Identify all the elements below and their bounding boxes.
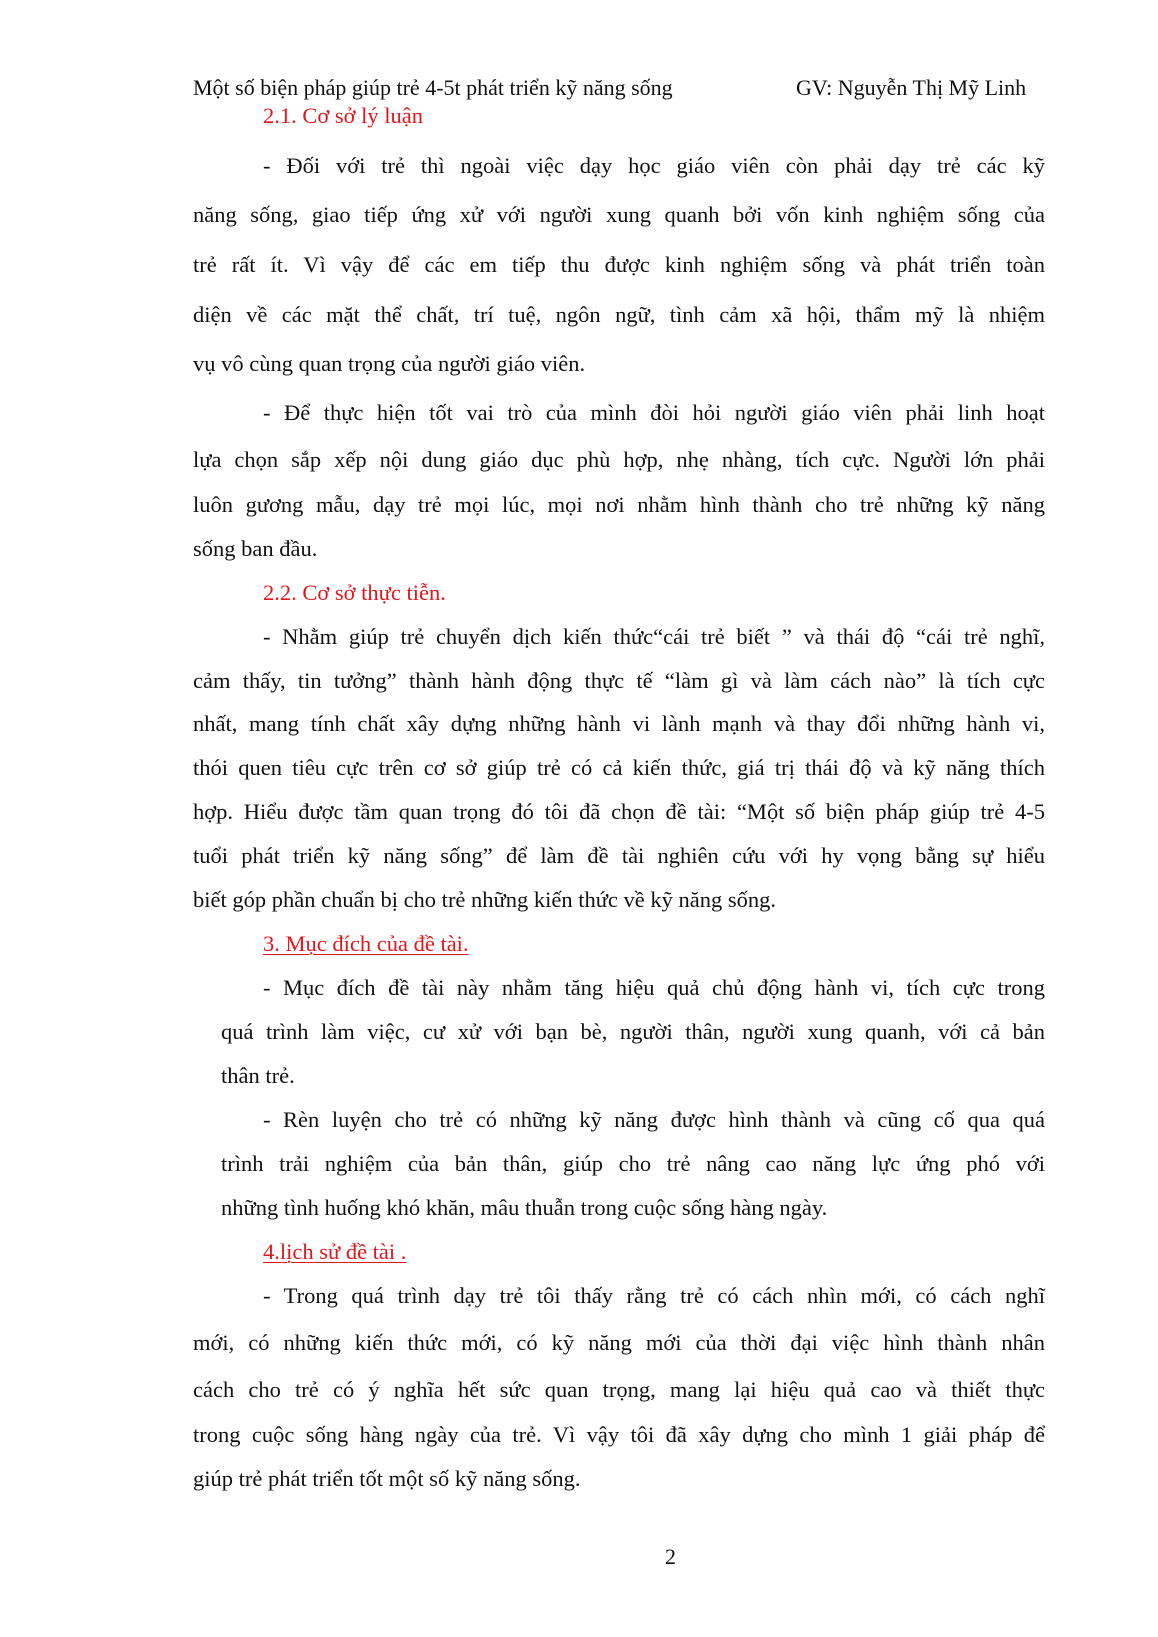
- paragraph-line: tuổi phát triển kỹ năng sống” để làm đề tài nghiên cứu với hy vọng bằng sự hiểu: [193, 843, 1045, 868]
- paragraph-line: - Nhằm giúp trẻ chuyển dịch kiến thức“cái trẻ biết ” và thái độ “cái trẻ nghĩ,: [263, 624, 1045, 649]
- paragraph-line: luôn gương mẫu, dạy trẻ mọi lúc, mọi nơi nhằm hình thành cho trẻ những kỹ năng: [193, 492, 1045, 517]
- paragraph-line: - Rèn luyện cho trẻ có những kỹ năng được hình thành và cũng cố qua quá: [263, 1107, 1045, 1132]
- running-header-author: GV: Nguyễn Thị Mỹ Linh: [796, 75, 1027, 100]
- paragraph-line: - Để thực hiện tốt vai trò của mình đòi hỏi người giáo viên phải linh hoạt: [263, 400, 1045, 425]
- paragraph-line: - Đối với trẻ thì ngoài việc dạy học giáo viên còn phải dạy trẻ các kỹ: [263, 153, 1045, 178]
- paragraph-line: quá trình làm việc, cư xử với bạn bè, người thân, người xung quanh, với cả bản: [221, 1019, 1045, 1044]
- paragraph-line: giúp trẻ phát triển tốt một số kỹ năng sống.: [193, 1466, 581, 1491]
- paragraph-line: hợp. Hiểu được tầm quan trọng đó tôi đã chọn đề tài: “Một số biện pháp giúp trẻ 4-5: [193, 799, 1045, 824]
- page-number: 2: [665, 1544, 676, 1569]
- section-heading-3: 3. Mục đích của đề tài.: [263, 931, 469, 956]
- paragraph-line: mới, có những kiến thức mới, có kỹ năng mới của thời đại việc hình thành nhân: [193, 1330, 1045, 1355]
- paragraph-line: biết góp phần chuẩn bị cho trẻ những kiến thức về kỹ năng sống.: [193, 887, 777, 912]
- paragraph-line: thân trẻ.: [221, 1063, 295, 1088]
- paragraph-line: trong cuộc sống hàng ngày của trẻ. Vì vậy tôi đã xây dựng cho mình 1 giải pháp để: [193, 1422, 1045, 1447]
- paragraph-line: những tình huống khó khăn, mâu thuẫn trong cuộc sống hàng ngày.: [221, 1195, 828, 1220]
- paragraph-line: trẻ rất ít. Vì vậy để các em tiếp thu được kinh nghiệm sống và phát triển toàn: [193, 252, 1045, 277]
- running-header-title: Một số biện pháp giúp trẻ 4-5t phát triển kỹ năng sống: [193, 75, 673, 100]
- paragraph-line: thói quen tiêu cực trên cơ sở giúp trẻ có cả kiến thức, giá trị thái độ và kỹ năng thích: [193, 755, 1045, 780]
- section-heading-2-1: 2.1. Cơ sở lý luận: [263, 103, 424, 128]
- paragraph-line: cảm thấy, tin tưởng” thành hành động thực tế “làm gì và làm cách nào” là tích cực: [193, 668, 1045, 693]
- paragraph-line: - Trong quá trình dạy trẻ tôi thấy rằng trẻ có cách nhìn mới, có cách nghĩ: [263, 1283, 1045, 1308]
- paragraph-line: năng sống, giao tiếp ứng xử với người xung quanh bởi vốn kinh nghiệm sống của: [193, 202, 1045, 227]
- paragraph-line: vụ vô cùng quan trọng của người giáo viên.: [193, 351, 586, 376]
- section-heading-2-2: 2.2. Cơ sở thực tiễn.: [263, 580, 446, 605]
- paragraph-line: lựa chọn sắp xếp nội dung giáo dục phù hợp, nhẹ nhàng, tích cực. Người lớn phải: [193, 447, 1045, 472]
- paragraph-line: sống ban đầu.: [193, 536, 318, 561]
- paragraph-line: - Mục đích đề tài này nhằm tăng hiệu quả chủ động hành vi, tích cực trong: [263, 975, 1045, 1000]
- paragraph-line: diện về các mặt thể chất, trí tuệ, ngôn ngữ, tình cảm xã hội, thẩm mỹ là nhiệm: [193, 302, 1045, 327]
- paragraph-line: cách cho trẻ có ý nghĩa hết sức quan trọng, mang lại hiệu quả cao và thiết thực: [193, 1377, 1045, 1402]
- paragraph-line: trình trải nghiệm của bản thân, giúp cho trẻ nâng cao năng lực ứng phó với: [221, 1151, 1045, 1176]
- section-heading-4: 4.lịch sử đề tài .: [263, 1239, 407, 1264]
- paragraph-line: nhất, mang tính chất xây dựng những hành vi lành mạnh và thay đổi những hành vi,: [193, 711, 1045, 736]
